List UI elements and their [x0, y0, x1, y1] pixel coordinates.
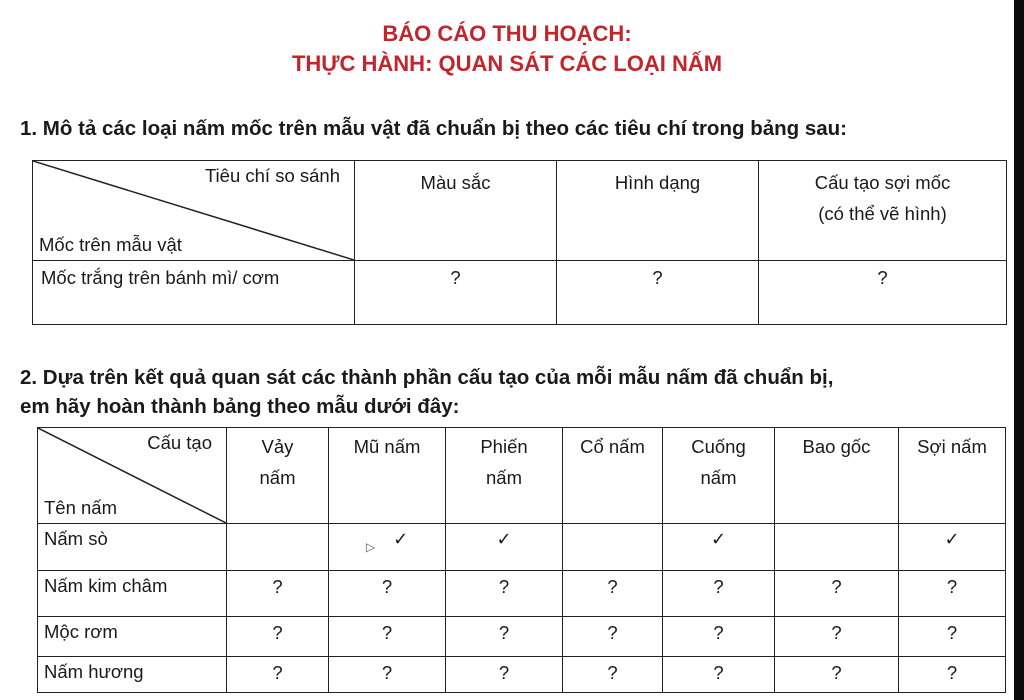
table-cell: ? [663, 657, 775, 693]
section2-heading-line1: 2. Dựa trên kết quả quan sát các thành phần cấu tạo của mỗi mẫu nấm đã chuẩn bị, [20, 366, 834, 389]
table-cell: ? [775, 571, 899, 617]
table1-cell-structure: ? [759, 261, 1007, 325]
table-cell: ? [227, 657, 329, 693]
table-cell: ? [563, 617, 663, 657]
table-cell: ? [663, 571, 775, 617]
table1-corner-cell [33, 161, 355, 261]
table-row [38, 617, 1006, 657]
header-hyphae [899, 428, 1006, 524]
table1-cell-color: ? [355, 261, 557, 325]
table2-corner-bottom-label: Tên nấm [44, 497, 118, 518]
table-cell: ? [899, 657, 1006, 693]
table-cell: ? [446, 571, 563, 617]
table1-header-row [33, 161, 1007, 261]
header-line: Cổ nấm [580, 436, 645, 457]
mushroom-structure-table [37, 427, 1006, 693]
table-cell: ✓ [446, 524, 563, 571]
report-title: BÁO CÁO THU HOẠCH: [382, 21, 632, 46]
table-cell: ? [775, 617, 899, 657]
header-line: nấm [486, 467, 522, 488]
table-cell [775, 524, 899, 571]
table-cell: ? [329, 657, 446, 693]
table-cell: ? [227, 571, 329, 617]
right-edge-bar [1014, 0, 1024, 700]
table-cell [563, 524, 663, 571]
header-line: Bao gốc [802, 436, 871, 457]
header-line: Cuống [691, 436, 746, 457]
table1-corner-top-label: Tiêu chí so sánh [204, 165, 340, 186]
section1-heading: 1. Mô tả các loại nấm mốc trên mẫu vật đã chuẩn bị theo các tiêu chí trong bảng sau: [20, 117, 848, 140]
table1-cell-shape: ? [557, 261, 759, 325]
table1-header-color: Màu sắc [355, 161, 557, 261]
table-cell: ? [775, 657, 899, 693]
header-line: Mũ nấm [353, 436, 421, 457]
row-name: Nấm sò [38, 524, 227, 571]
table-cell: ? [329, 617, 446, 657]
mouse-pointer-icon: ▷ [365, 540, 376, 554]
check-mark: ✓ [393, 529, 409, 549]
header-scales [227, 428, 329, 524]
header-line: nấm [700, 467, 737, 488]
table-cell: ? [563, 657, 663, 693]
header-cap [329, 428, 446, 524]
header-stipe [663, 428, 775, 524]
table1-header-structure-line2: (có thể vẽ hình) [818, 203, 947, 224]
table2-header-row [38, 428, 1006, 524]
header-gills [446, 428, 563, 524]
header-line: Sợi nấm [917, 436, 987, 457]
table-cell [227, 524, 329, 571]
table1-header-structure [759, 161, 1007, 261]
table-cell: ✓ [899, 524, 1006, 571]
section2-heading-line2: em hãy hoàn thành bảng theo mẫu dưới đây: [20, 395, 460, 418]
table-cell: ? [663, 617, 775, 657]
header-line: Phiến [480, 436, 528, 457]
table-cell: ? [563, 571, 663, 617]
header-line: nấm [259, 467, 296, 488]
table-cell: ? [446, 617, 563, 657]
row-name: Mộc rơm [38, 617, 227, 657]
table-cell: ? [446, 657, 563, 693]
row-name: Nấm hương [38, 657, 227, 693]
table-cell: ? [329, 571, 446, 617]
header-ring [563, 428, 663, 524]
table2-corner-cell [38, 428, 227, 524]
table-row [38, 657, 1006, 693]
table1-header-shape: Hình dạng [557, 161, 759, 261]
table-cell: ? [227, 617, 329, 657]
mold-description-table [32, 160, 1007, 325]
table-row [38, 524, 1006, 571]
table-row [38, 571, 1006, 617]
report-subtitle: THỰC HÀNH: QUAN SÁT CÁC LOẠI NẤM [291, 51, 723, 76]
header-line: Vảy [261, 436, 294, 457]
table2-corner-top-label: Cấu tạo [147, 432, 212, 453]
header-volva [775, 428, 899, 524]
table-cell: ? [899, 617, 1006, 657]
table-cell: ✓ [663, 524, 775, 571]
row-name: Nấm kim châm [38, 571, 227, 617]
table1-header-structure-line1: Cấu tạo sợi mốc [814, 172, 951, 193]
table1-corner-bottom-label: Mốc trên mẫu vật [39, 234, 182, 255]
table1-row-name: Mốc trắng trên bánh mì/ cơm [33, 261, 355, 325]
table-cell: ? [899, 571, 1006, 617]
table-row [33, 261, 1007, 325]
table-cell [329, 524, 446, 571]
